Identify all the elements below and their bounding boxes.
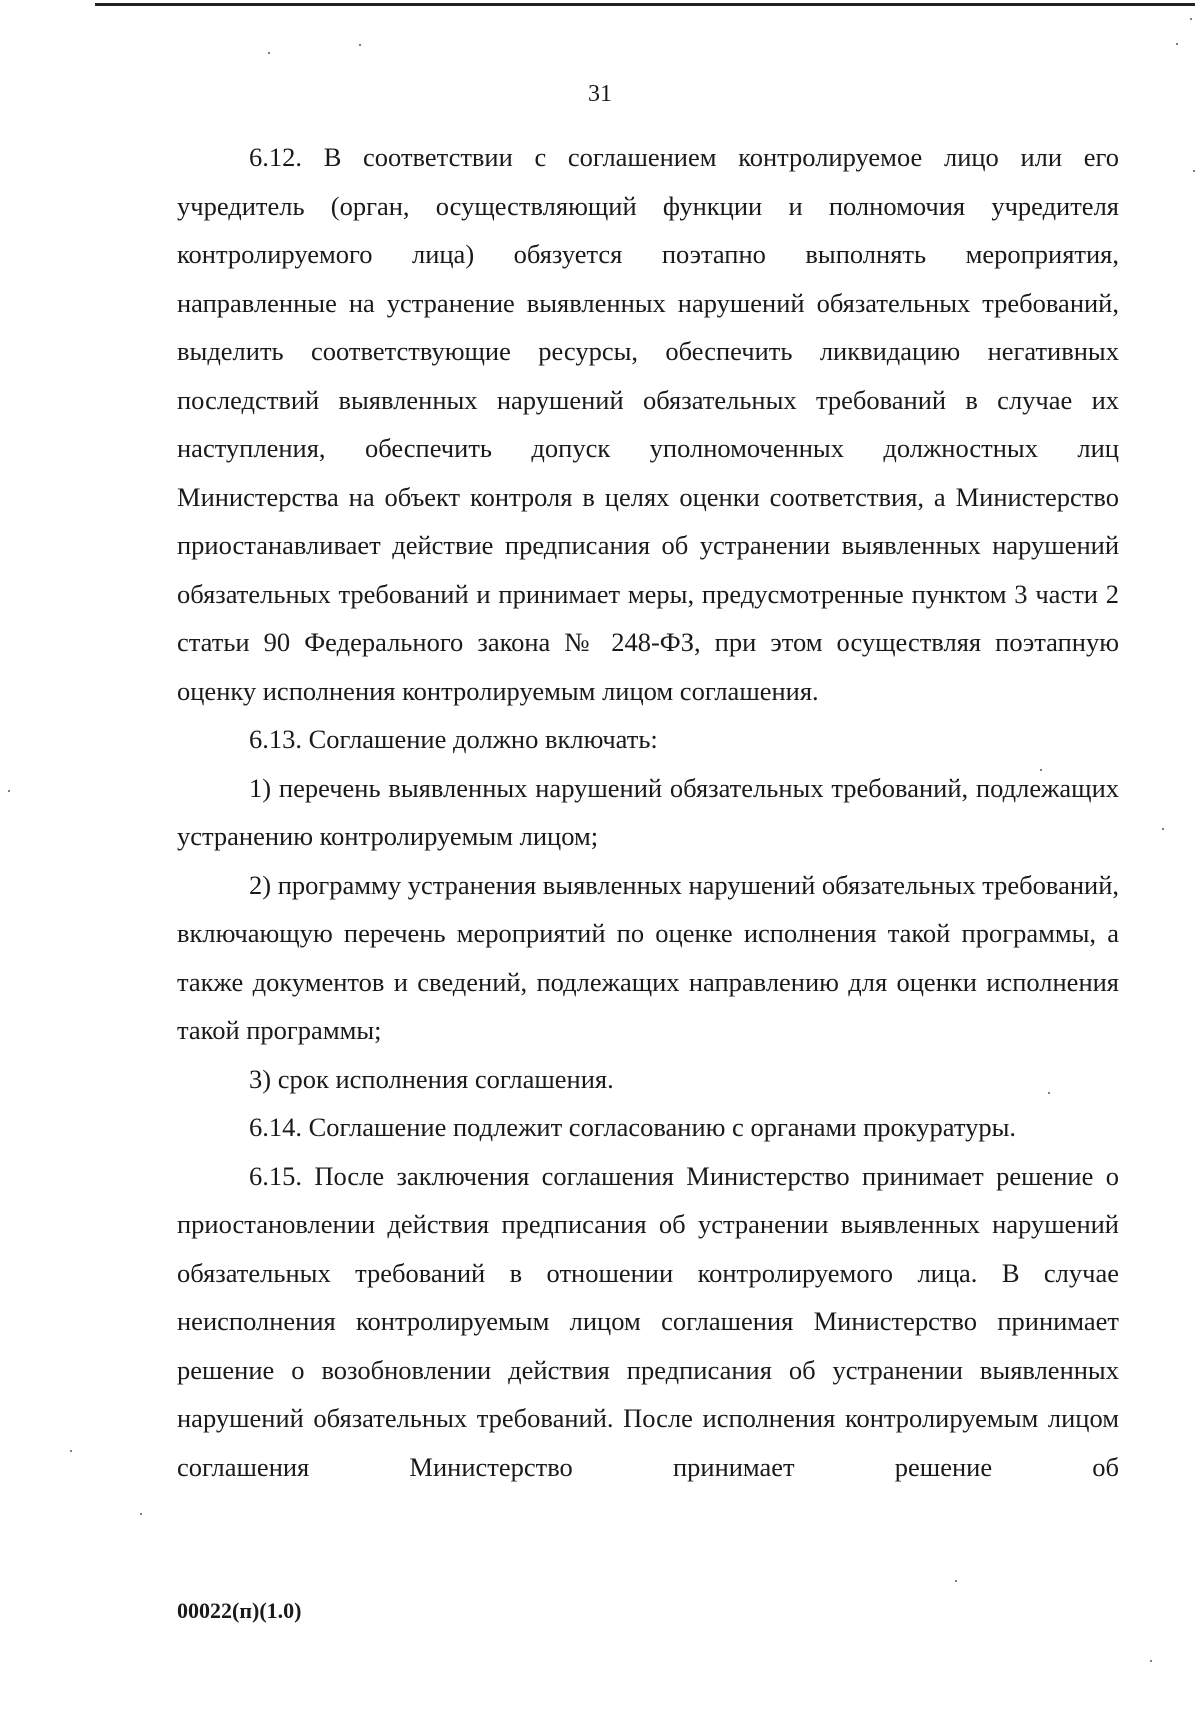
document-footer-code: 00022(п)(1.0) [177, 1598, 302, 1623]
list-item-2: 2) программу устранения выявленных нарушений обязательных требований, включающую перечень мероприятий по оценке исполнения такой программы, а также документов и сведений, подлежащих направлению для оценки исполнения такой программы; [177, 869, 1119, 1045]
top-border-line [95, 3, 1195, 6]
document-body [177, 133, 1119, 1491]
paragraph-6-13: 6.13. Соглашение должно включать: [249, 724, 658, 754]
paragraph-6-14: 6.14. Соглашение подлежит согласованию с органами прокуратуры. [249, 1112, 1017, 1142]
scan-speck [140, 1513, 142, 1515]
paragraph-6-15: 6.15. После заключения соглашения Министерство принимает решение о приостановлении действия предписания об устранении выявленных нарушений обязательных требований в отношении контролируемого лица. В случае неисполнения контролируемым лицом соглашения Министерство принимает решение о возобновлении действия предписания об устранении выявленных нарушений обязательных требований. После исполнения контролируемым лицом соглашения Министерство принимает решение об [177, 1160, 1119, 1482]
scan-speck [1150, 1660, 1152, 1662]
paragraph-6-12: 6.12. В соответствии с соглашением контролируемое лицо или его учредитель (орган, осуществляющий функции и полномочия учредителя контролируемого лица) обязуется поэтапно выполнять мероприятия, направленные на устранение выявленных нарушений обязательных требований, выделить соответствующие ресурсы, обеспечить ликвидацию негативных последствий выявленных нарушений обязательных требований в случае их наступления, обеспечить допуск уполномоченных должностных лиц Министерства на объект контроля в целях оценки соответствия, а Министерство приостанавливает действие предписания об устранении выявленных нарушений обязательных требований и принимает меры, предусмотренные пунктом 3 части 2 статьи 90 Федерального закона № 248-ФЗ, при этом осуществляя поэтапную оценку исполнения контролируемым лицом соглашения. [177, 142, 1119, 706]
list-item-3: 3) срок исполнения соглашения. [249, 1063, 614, 1094]
scan-speck [1048, 1092, 1050, 1094]
list-item-1: 1) перечень выявленных нарушений обязательных требований, подлежащих устранению контролируемым лицом; [177, 772, 1119, 851]
page-number: 31 [588, 81, 612, 107]
scan-speck [1040, 769, 1042, 771]
scan-speck [1162, 828, 1164, 830]
scan-speck [359, 44, 361, 46]
scan-speck [955, 1580, 957, 1582]
scan-speck [70, 1450, 72, 1452]
scan-speck [8, 790, 10, 792]
scan-speck [1176, 43, 1178, 45]
scan-speck [268, 52, 270, 54]
scan-speck [1193, 170, 1195, 172]
scan-speck [1190, 18, 1192, 20]
